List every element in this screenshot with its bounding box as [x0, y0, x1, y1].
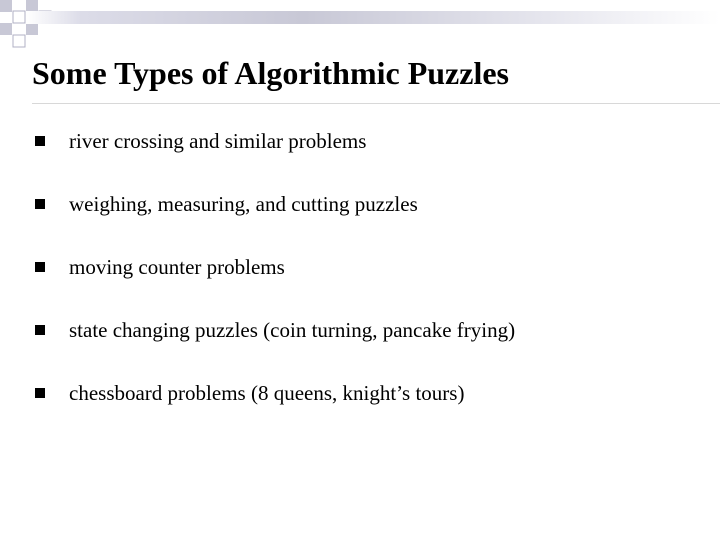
list-item — [30, 185, 515, 223]
bullet-list — [30, 122, 515, 437]
square-bullet-icon — [35, 262, 45, 272]
square-bullet-icon — [35, 388, 45, 398]
top-gradient-bar — [26, 11, 720, 24]
deco-square — [0, 23, 12, 35]
title-divider — [32, 103, 720, 104]
list-item — [30, 311, 515, 349]
deco-square — [13, 35, 25, 47]
bullet-text: chessboard problems (8 queens, knight’s tours) — [69, 380, 465, 405]
bullet-text: river crossing and similar problems — [69, 128, 367, 153]
list-item — [30, 248, 515, 286]
deco-square — [13, 11, 25, 23]
bullet-text: weighing, measuring, and cutting puzzles — [69, 191, 418, 216]
corner-decoration — [0, 0, 80, 48]
square-bullet-icon — [35, 199, 45, 209]
bullet-text: state changing puzzles (coin turning, pancake frying) — [69, 317, 516, 342]
square-bullet-icon — [35, 136, 45, 146]
list-item — [30, 374, 515, 412]
list-item — [30, 122, 515, 160]
deco-square — [0, 0, 12, 12]
square-bullet-icon — [35, 325, 45, 335]
slide-title: Some Types of Algorithmic Puzzles — [32, 55, 509, 91]
deco-square — [26, 23, 38, 35]
bullet-text: moving counter problems — [69, 254, 285, 279]
